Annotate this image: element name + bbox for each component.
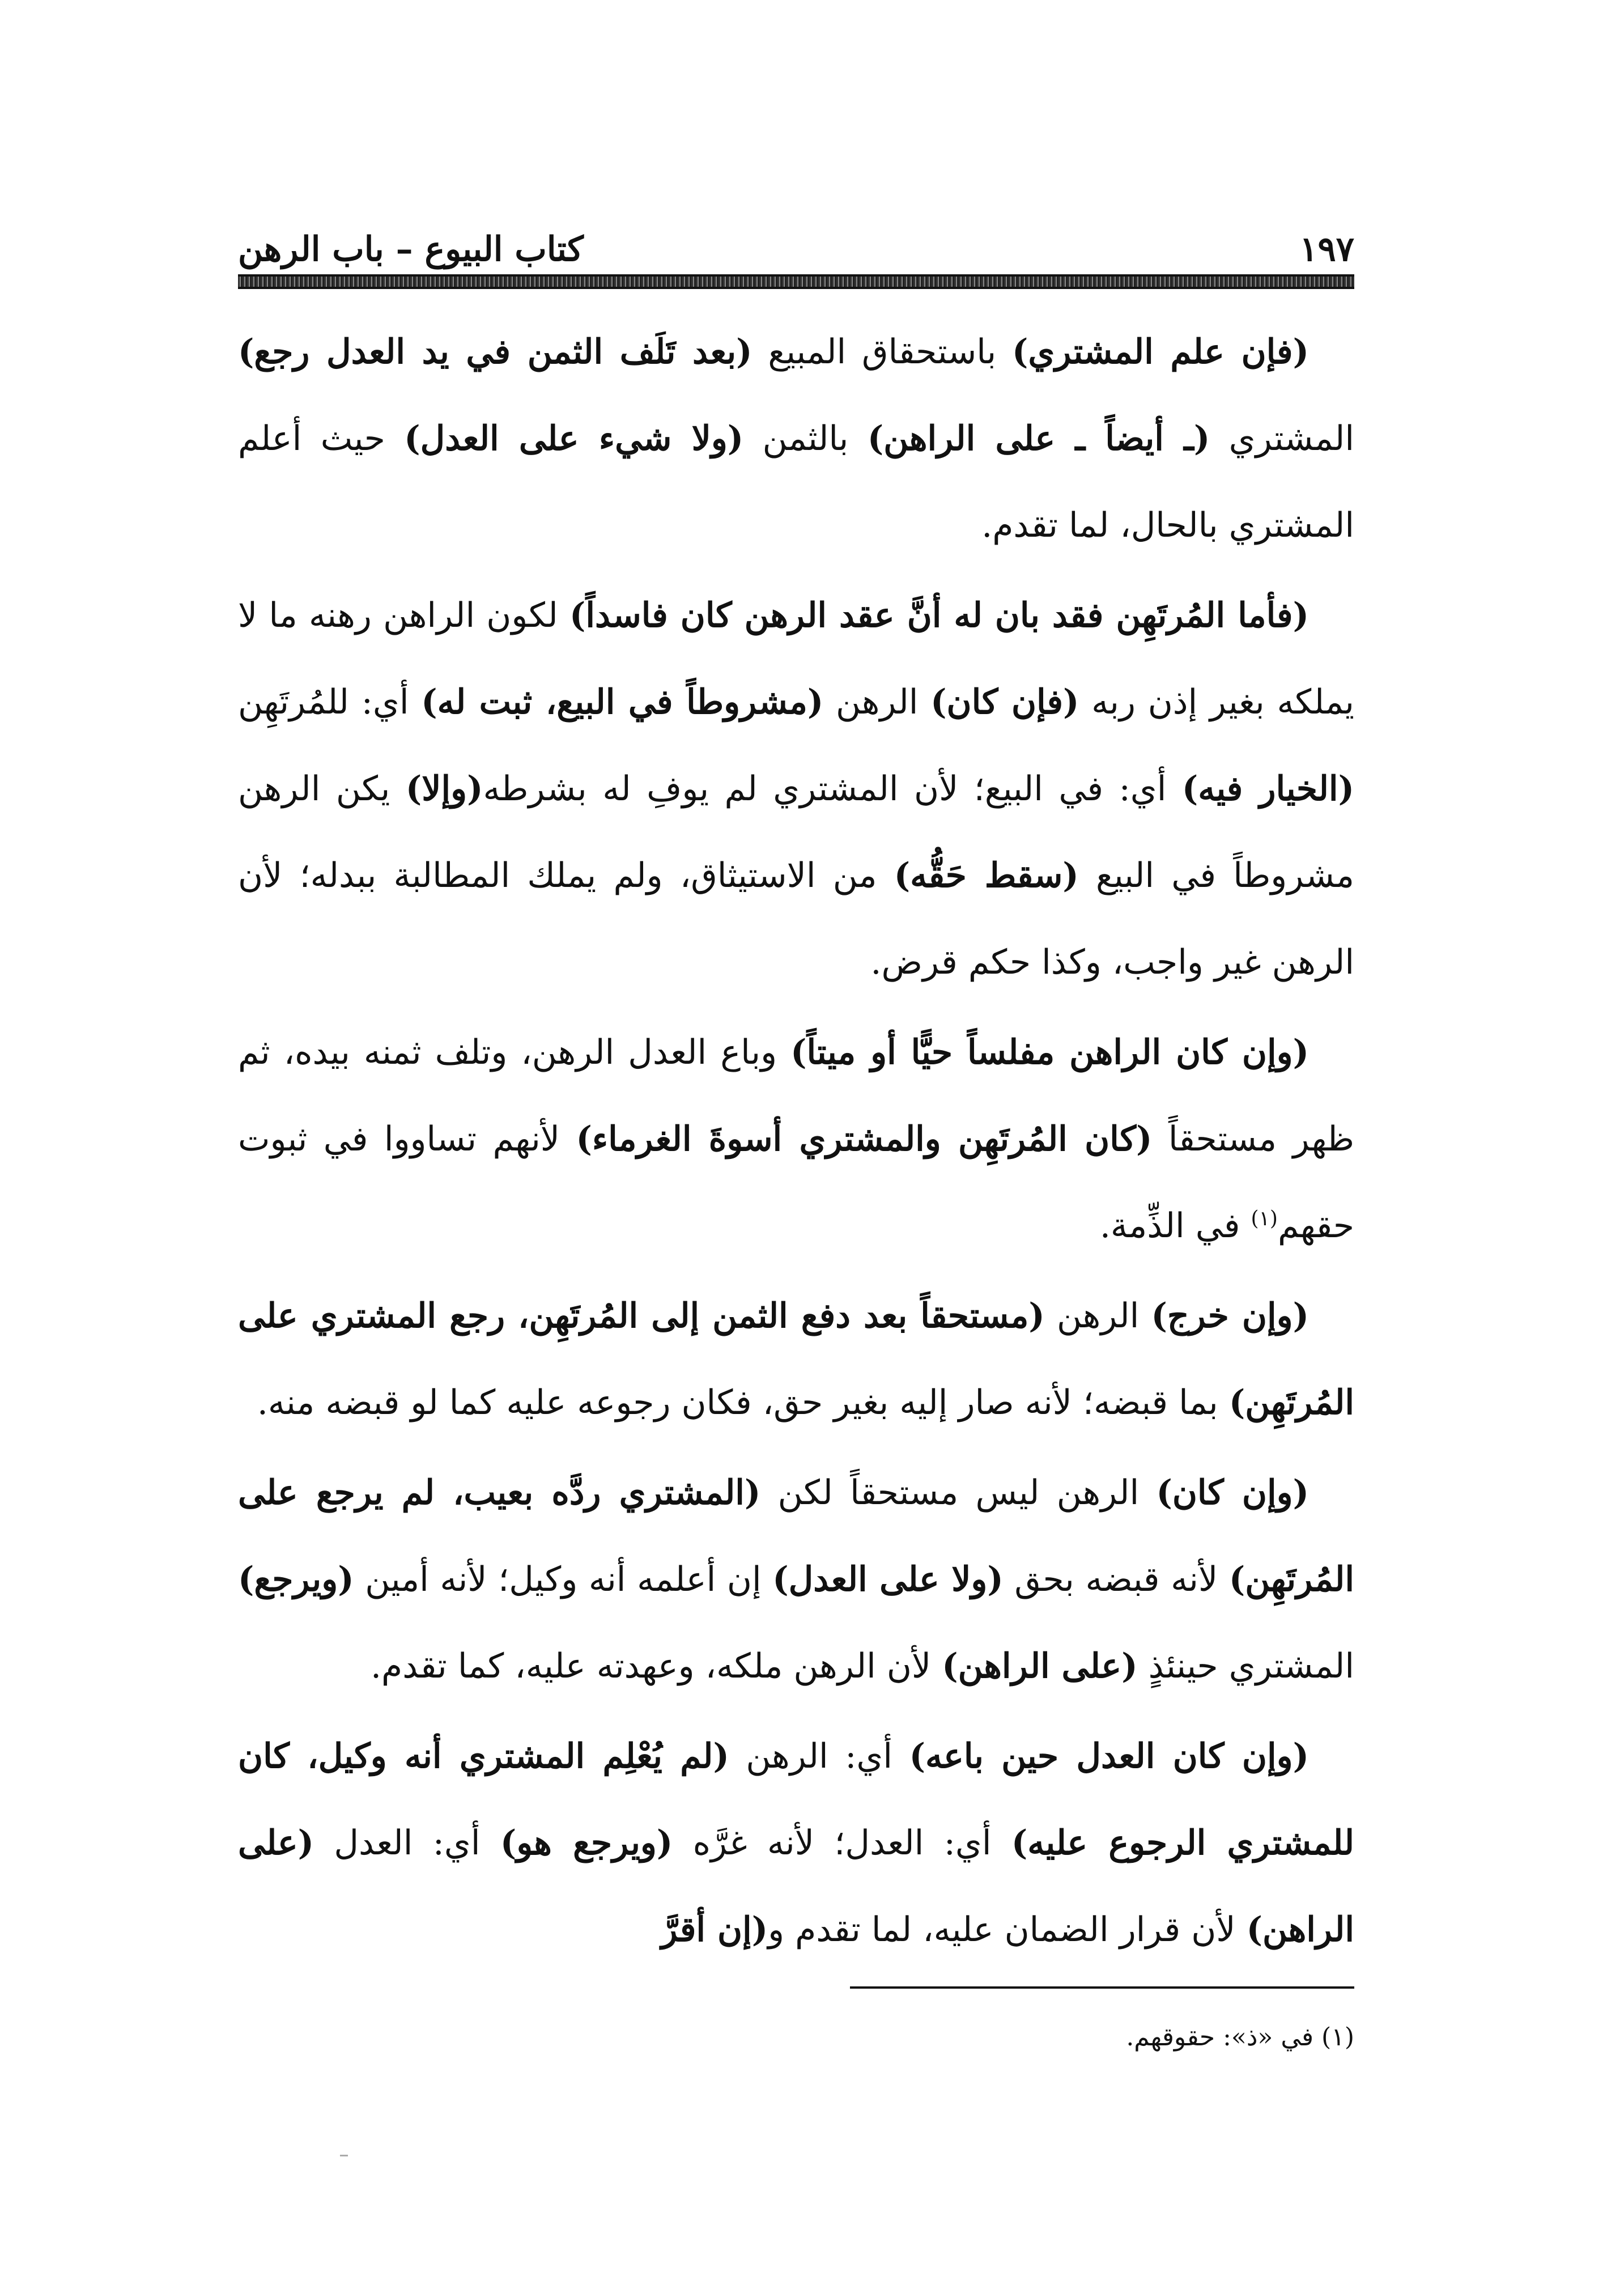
matn-text: (لم يُعْلِم المشتري أنه وكيل، كان للمشتري الرجوع عليه) bbox=[238, 1736, 1354, 1863]
matn-text: (على الراهن) bbox=[942, 1646, 1138, 1686]
matn-text: (كان المُرتَهِن والمشتري أسوةَ الغرماء) bbox=[576, 1119, 1153, 1159]
commentary-text: لأنهم تساووا في ثبوت حقهم bbox=[238, 1119, 1354, 1246]
body-text bbox=[238, 309, 1354, 1973]
footnote-rule bbox=[850, 1986, 1354, 1989]
commentary-text: لكون الراهن رهنه ما لا يملكه بغير إذن ربه bbox=[238, 596, 1355, 722]
commentary-text: أي: في البيع؛ لأن المشتري لم يوفِ له بشرطه bbox=[483, 769, 1182, 809]
commentary-text: باستحقاق المبيع bbox=[752, 332, 1013, 372]
commentary-text: لأنه قبضه بحق bbox=[1003, 1560, 1229, 1599]
footnote-reference: (١) bbox=[1251, 1207, 1278, 1230]
page-header bbox=[238, 204, 1354, 269]
matn-text: (فإن كان) bbox=[930, 682, 1079, 722]
commentary-text: أي: للمُرتَهِن bbox=[238, 682, 422, 722]
matn-text: (وإلا) bbox=[405, 769, 483, 809]
commentary-text: يكن الرهن مشروطاً في البيع bbox=[238, 769, 1354, 895]
matn-text: (إن أقرَّ bbox=[661, 1910, 768, 1950]
commentary-text: أي: العدل bbox=[314, 1823, 500, 1863]
running-head: كتاب البيوع – باب الرهن bbox=[238, 230, 584, 269]
paragraph bbox=[238, 1009, 1354, 1269]
commentary-text: المشتري bbox=[1210, 419, 1355, 458]
commentary-text: من الاستيثاق، ولم يملك المطالبة ببدله؛ لأن الرهن غير واجب، وكذا حكم قرض. bbox=[238, 856, 1354, 982]
matn-text: (ولا شيء على العدل) bbox=[404, 419, 744, 458]
scan-speck bbox=[340, 2155, 348, 2156]
matn-text: (فإن علم المشتري) bbox=[1012, 332, 1309, 372]
commentary-text: بما قبضه؛ لأنه صار إليه بغير حق، فكان رجوعه عليه كما لو قبضه منه. bbox=[257, 1383, 1229, 1422]
page-number: ١٩٧ bbox=[1299, 230, 1354, 269]
commentary-text: أي: العدل؛ لأنه غرَّه bbox=[673, 1823, 1011, 1863]
matn-text: (وإن كان الراهن مفلساً حيًّا أو ميتاً) bbox=[790, 1033, 1309, 1072]
matn-text: (على الراهن) bbox=[238, 1823, 1354, 1950]
matn-text: (ويرجع) bbox=[238, 1560, 354, 1599]
matn-text: (وإن كان العدل حين باعه) bbox=[909, 1736, 1310, 1776]
matn-text: (مشروطاً في البيع، ثبت له) bbox=[421, 682, 824, 722]
matn-text: (مستحقاً بعد دفع الثمن إلى المُرتَهِن، رجع المشتري على المُرتَهِن) bbox=[238, 1296, 1354, 1422]
commentary-text: حيث أعلم المشتري بالحال، لما تقدم. bbox=[238, 419, 1354, 545]
commentary-text: بالثمن bbox=[743, 419, 868, 458]
matn-text: (الخيار فيه) bbox=[1181, 769, 1354, 809]
commentary-text: إن أعلمه أنه وكيل؛ لأنه أمين bbox=[354, 1560, 773, 1599]
matn-text: (وإن خرج) bbox=[1151, 1296, 1309, 1336]
matn-text: (ولا على العدل) bbox=[772, 1560, 1004, 1599]
paragraph bbox=[238, 1713, 1354, 1973]
commentary-text: الرهن ليس مستحقاً لكن bbox=[760, 1473, 1157, 1513]
paragraph bbox=[238, 572, 1354, 1006]
footnote: (١) في «ذ»: حقوقهم. bbox=[1126, 2023, 1354, 2052]
matn-text: (المشتري ردَّه بعيب، لم يرجع على المُرتَهِن) bbox=[238, 1473, 1354, 1599]
commentary-text: المشتري حينئذٍ bbox=[1137, 1646, 1354, 1686]
matn-text: (بعد تَلَف الثمن في يد العدل رجع) bbox=[238, 332, 753, 372]
matn-text: (ـ أيضاً ـ على الراهن) bbox=[867, 419, 1210, 458]
matn-text: (وإن كان) bbox=[1156, 1473, 1310, 1513]
paragraph bbox=[238, 1273, 1354, 1446]
commentary-text: لأن الرهن ملكه، وعهدته عليه، كما تقدم. bbox=[370, 1646, 942, 1686]
commentary-text: أي: الرهن bbox=[729, 1736, 909, 1776]
paragraph bbox=[238, 309, 1354, 569]
commentary-text: وباع العدل الرهن، وتلف ثمنه بيده، ثم ظهر مستحقاً bbox=[238, 1033, 1354, 1159]
commentary-text: لأن قرار الضمان عليه، لما تقدم و bbox=[768, 1910, 1247, 1950]
header-rule bbox=[238, 274, 1354, 289]
commentary-text: الرهن bbox=[823, 682, 931, 722]
commentary-text: الرهن bbox=[1044, 1296, 1151, 1336]
matn-text: (سقط حَقُّه) bbox=[894, 856, 1079, 895]
matn-text: (ويرجع هو) bbox=[500, 1823, 673, 1863]
matn-text: (فأما المُرتَهِن فقد بان له أنَّ عقد الرهن كان فاسداً) bbox=[569, 596, 1309, 635]
commentary-text: في الذِّمة. bbox=[1099, 1206, 1251, 1246]
paragraph bbox=[238, 1450, 1354, 1710]
